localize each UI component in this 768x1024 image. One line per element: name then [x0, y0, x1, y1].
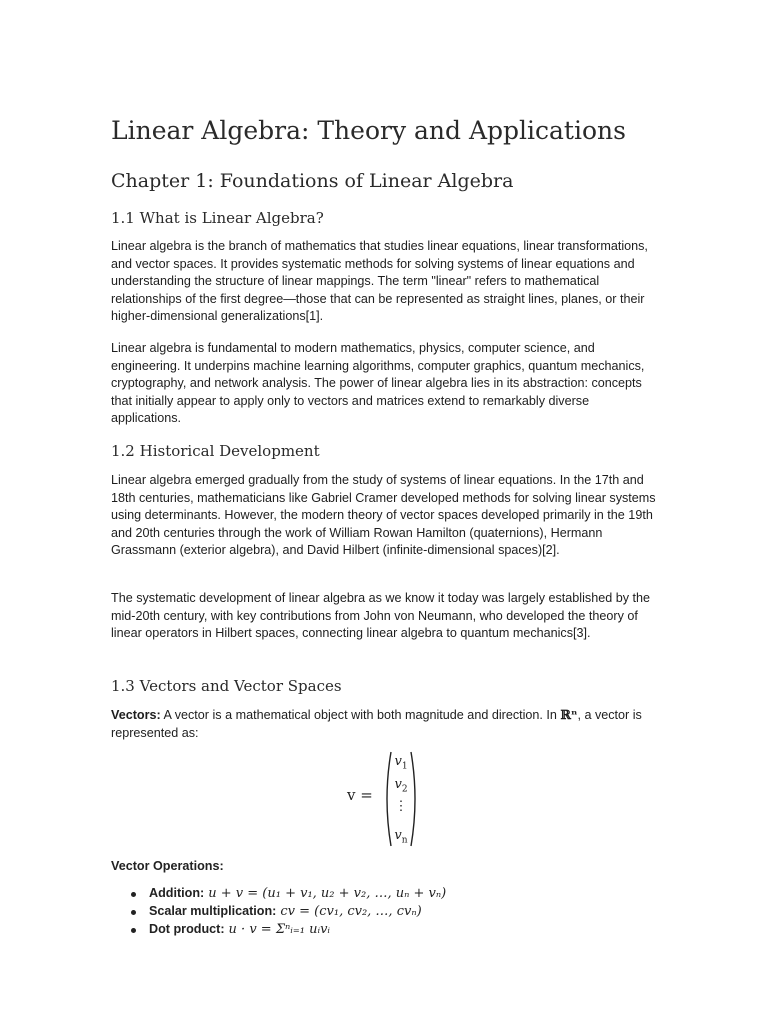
operation-formula: cv = (cv₁, cv₂, …, cvₙ) — [280, 904, 422, 919]
bullet-icon — [131, 892, 136, 897]
vectors-text-a: A vector is a mathematical object with both magnitude and direction. In — [160, 708, 561, 722]
vectors-term: Vectors: — [111, 708, 161, 722]
paragraph: Linear algebra is the branch of mathematics that studies linear equations, linear transformations, and vector spaces. It provides systematic methods for solving systems of linear equations and understanding the structure of linear mappings. The term "linear" refers to mathematical relationships of the first degree—those that can be represented as straight lines, planes, or their higher-dimensional generalizations[1]. — [111, 239, 648, 324]
vector-entry-ellipsis: ⋮ — [394, 799, 408, 814]
vector-entry: $v_2$ — [394, 777, 408, 795]
document-title: Linear Algebra: Theory and Applications — [111, 116, 626, 145]
paragraph-vectors — [111, 706, 661, 742]
vector-entry: $v_n$ — [394, 828, 408, 846]
operation-formula: u · v = Σⁿᵢ₌₁ uᵢvᵢ — [228, 922, 331, 937]
vector-operations-list — [111, 886, 446, 940]
operation-name: Addition: — [149, 886, 205, 900]
vectors-text-b: , a vector is represented as: — [111, 708, 642, 740]
bullet-icon — [131, 910, 136, 915]
paragraph: Linear algebra is fundamental to modern mathematics, physics, computer science, and engineering. It underpins machine learning algorithms, computer graphics, quantum mechanics, cryptography, and network analysis. The power of linear algebra lies in its abstraction: concepts that initially appear to apply only to vectors and matrices extend to remarkably diverse applications. — [111, 341, 645, 426]
column-vector — [383, 750, 419, 848]
real-space-symbol: ℝⁿ — [560, 707, 578, 722]
paragraph: Linear algebra emerged gradually from the study of systems of linear equations. In the 17th and 18th centuries, mathematicians like Gabriel Cramer developed methods for solving linear systems using determinants. However, the modern theory of vector spaces developed primarily in the 19th and 20th centuries through the work of William Rowan Hamilton (quaternions), Hermann Grassmann (exterior algebra), and David Hilbert (infinite-dimensional spaces)[2]. — [111, 473, 656, 558]
section-heading-1-1: 1.1 What is Linear Algebra? — [111, 209, 324, 227]
bullet-icon — [131, 928, 136, 933]
vector-label: v = — [347, 786, 373, 804]
list-item — [149, 904, 446, 922]
operation-name: Dot product: — [149, 922, 225, 936]
chapter-title: Chapter 1: Foundations of Linear Algebra — [111, 170, 514, 192]
section-heading-1-3: 1.3 Vectors and Vector Spaces — [111, 677, 342, 695]
vector-operations-title: Vector Operations: — [111, 859, 224, 873]
list-item — [149, 886, 446, 904]
vector-entry: $v_1$ — [394, 754, 408, 772]
vector-equation — [111, 750, 661, 850]
operation-name: Scalar multiplication: — [149, 904, 277, 918]
paragraph: The systematic development of linear algebra as we know it today was largely established by the mid-20th century, with key contributions from John von Neumann, who developed the theory of linear operators in Hilbert spaces, connecting linear algebra to quantum mechanics[3]. — [111, 591, 651, 641]
list-item — [149, 922, 446, 940]
section-heading-1-2: 1.2 Historical Development — [111, 442, 320, 460]
operation-formula: u + v = (u₁ + v₁, u₂ + v₂, …, uₙ + vₙ) — [208, 886, 447, 901]
